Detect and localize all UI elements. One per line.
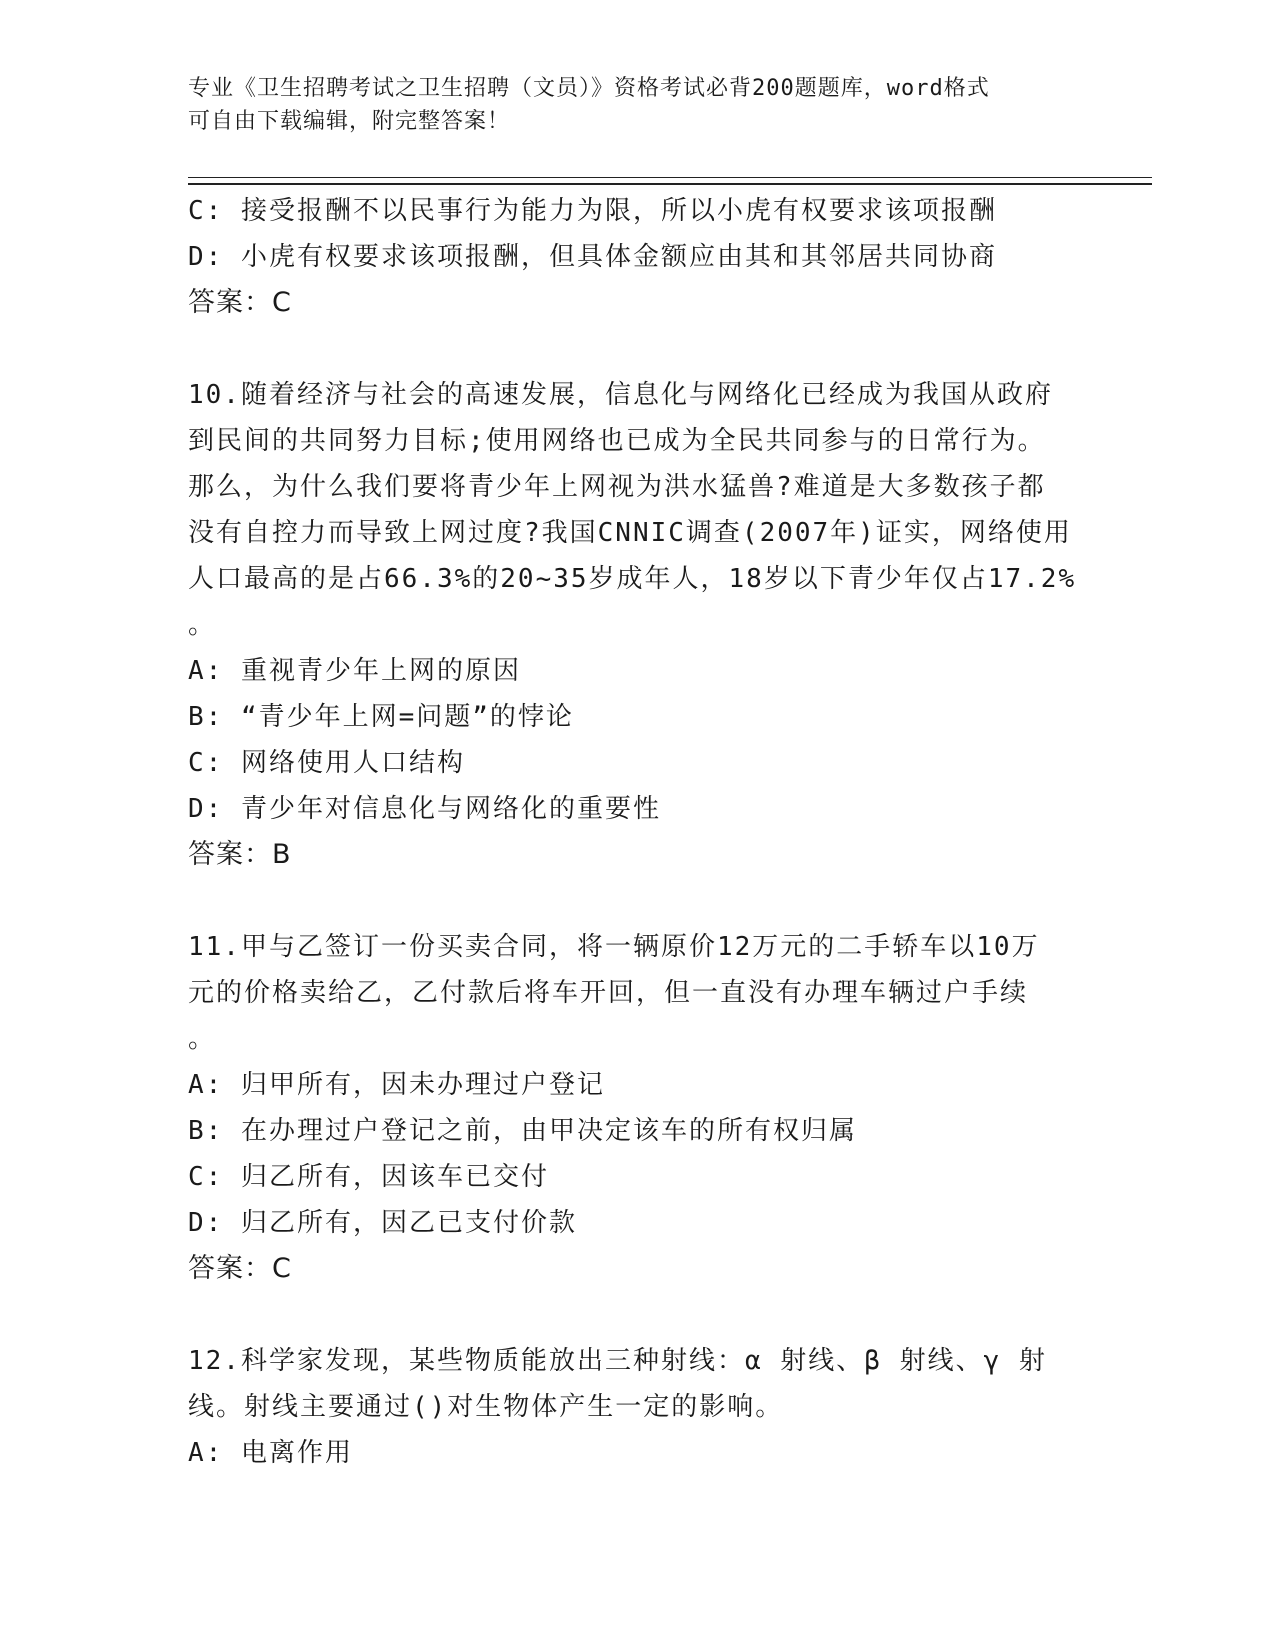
question-content: [188, 188, 1088, 1476]
answer-line: 答案：C: [188, 287, 292, 318]
spacer: [188, 878, 1088, 924]
option-line: C: 网络使用人口结构: [188, 748, 465, 778]
page-header: [188, 72, 1088, 138]
option-line: D: 青少年对信息化与网络化的重要性: [188, 794, 661, 824]
spacer: [188, 326, 1088, 372]
option-line: C: 归乙所有，因该车已交付: [188, 1162, 549, 1192]
option-line: A: 重视青少年上网的原因: [188, 656, 521, 686]
stem-line: 10.随着经济与社会的高速发展，信息化与网络化已经成为我国从政府: [188, 380, 1053, 410]
option-line: B: 在办理过户登记之前，由甲决定该车的所有权归属: [188, 1116, 857, 1146]
header-rule-thin: [188, 177, 1152, 178]
stem-line: 那么，为什么我们要将青少年上网视为洪水猛兽?难道是大多数孩子都: [188, 472, 1046, 502]
option-line: B: “青少年上网=问题”的悖论: [188, 702, 574, 732]
answer-line: 答案：B: [188, 839, 292, 870]
question-11: [188, 924, 1088, 1292]
header-title-line-1: 专业《卫生招聘考试之卫生招聘（文员）》资格考试必背200题题库，word格式: [188, 76, 990, 101]
stem-line: 到民间的共同努力目标;使用网络也已成为全民共同参与的日常行为。: [188, 426, 1046, 456]
option-line: A: 电离作用: [188, 1438, 353, 1468]
option-line: C: 接受报酬不以民事行为能力为限，所以小虎有权要求该项报酬: [188, 196, 997, 226]
stem-line: 12.科学家发现，某些物质能放出三种射线：α 射线、β 射线、γ 射: [188, 1346, 1047, 1376]
stem-line: 人口最高的是占66.3%的20~35岁成年人，18岁以下青少年仅占17.2%: [188, 564, 1077, 594]
stem-line: 。: [188, 610, 217, 640]
stem-line: 元的价格卖给乙，乙付款后将车开回，但一直没有办理车辆过户手续: [188, 978, 1029, 1008]
header-title-line-2: 可自由下载编辑，附完整答案！: [188, 109, 511, 134]
answer-line: 答案：C: [188, 1253, 292, 1284]
question-12: [188, 1338, 1088, 1476]
question-10: [188, 372, 1088, 878]
stem-line: 。: [188, 1024, 217, 1054]
stem-line: 线。射线主要通过()对生物体产生一定的影响。: [188, 1392, 784, 1422]
spacer: [188, 1292, 1088, 1338]
stem-line: 没有自控力而导致上网过度?我国CNNIC调查(2007年)证实，网络使用: [188, 518, 1072, 548]
stem-line: 11.甲与乙签订一份买卖合同，将一辆原价12万元的二手轿车以10万: [188, 932, 1040, 962]
option-line: D: 归乙所有，因乙已支付价款: [188, 1208, 577, 1238]
question-9-tail: [188, 188, 1088, 326]
option-line: A: 归甲所有，因未办理过户登记: [188, 1070, 605, 1100]
header-rule-thick: [188, 183, 1152, 185]
option-line: D: 小虎有权要求该项报酬，但具体金额应由其和其邻居共同协商: [188, 242, 997, 272]
